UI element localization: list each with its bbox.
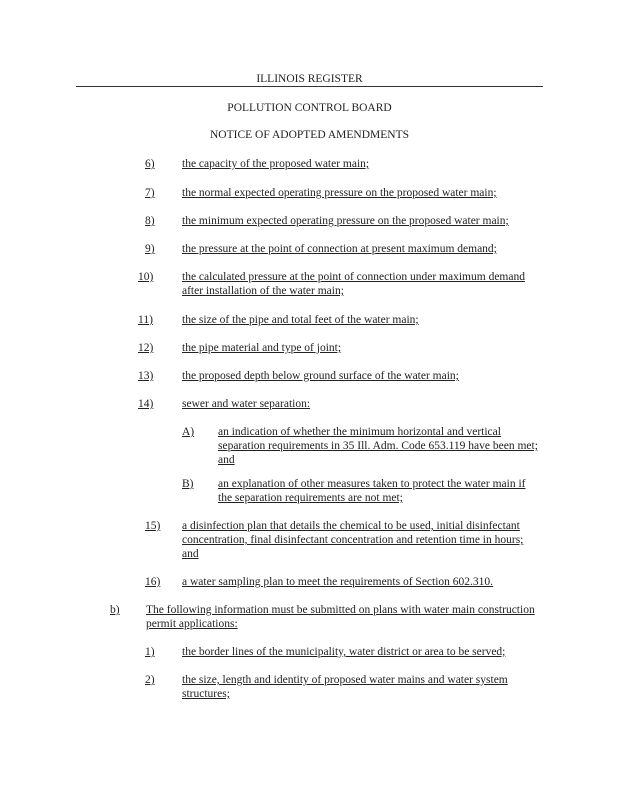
section-letter: b) <box>110 604 120 616</box>
subitem-text: an indication of whether the minimum horizontal and vertical separation requirements in 35 Ill. Adm. Code 653.119 have been met; and <box>218 426 538 466</box>
item-number: 14) <box>138 398 154 410</box>
item-number: 16) <box>145 576 161 588</box>
subitem-letter: B) <box>182 478 194 490</box>
header-rule <box>76 86 543 87</box>
item-text: the normal expected operating pressure on the proposed water main; <box>182 187 497 199</box>
item-text: the proposed depth below ground surface of the water main; <box>182 370 459 382</box>
section-text: The following information must be submitted on plans with water main construction permit applications: <box>146 604 535 630</box>
item-text: a water sampling plan to meet the requirements of Section 602.310. <box>182 576 494 588</box>
item-number: 6) <box>145 158 155 170</box>
item-number: 10) <box>138 271 154 283</box>
item-number: 2) <box>145 674 155 686</box>
item-number: 12) <box>138 342 154 354</box>
item-text: the calculated pressure at the point of connection under maximum demand after installation of the water main; <box>182 271 525 297</box>
item-text: the capacity of the proposed water main; <box>182 158 370 170</box>
item-text: a disinfection plan that details the chemical to be used, initial disinfectant concentration, final disinfectant concentration and retention time in hours; and <box>182 520 524 560</box>
item-text: sewer and water separation: <box>182 398 311 410</box>
board-title: POLLUTION CONTROL BOARD <box>227 102 392 114</box>
subitem-letter: A) <box>182 426 195 438</box>
register-title: ILLINOIS REGISTER <box>256 73 363 85</box>
item-number: 9) <box>145 243 155 255</box>
item-number: 1) <box>145 646 155 658</box>
item-number: 15) <box>145 520 161 532</box>
item-text: the pipe material and type of joint; <box>182 342 342 354</box>
item-text: the border lines of the municipality, water district or area to be served; <box>182 646 506 658</box>
item-text: the size, length and identity of proposed water mains and water system structures; <box>182 674 508 700</box>
item-number: 7) <box>145 187 155 199</box>
item-number: 8) <box>145 215 155 227</box>
notice-title: NOTICE OF ADOPTED AMENDMENTS <box>209 129 410 141</box>
item-text: the size of the pipe and total feet of the water main; <box>182 314 419 326</box>
item-text: the pressure at the point of connection at present maximum demand; <box>182 243 497 255</box>
item-text: the minimum expected operating pressure on the proposed water main; <box>182 215 509 227</box>
item-number: 13) <box>138 370 154 382</box>
subitem-text: an explanation of other measures taken to protect the water main if the separation requirements are not met; <box>218 478 526 504</box>
item-number: 11) <box>138 314 153 326</box>
